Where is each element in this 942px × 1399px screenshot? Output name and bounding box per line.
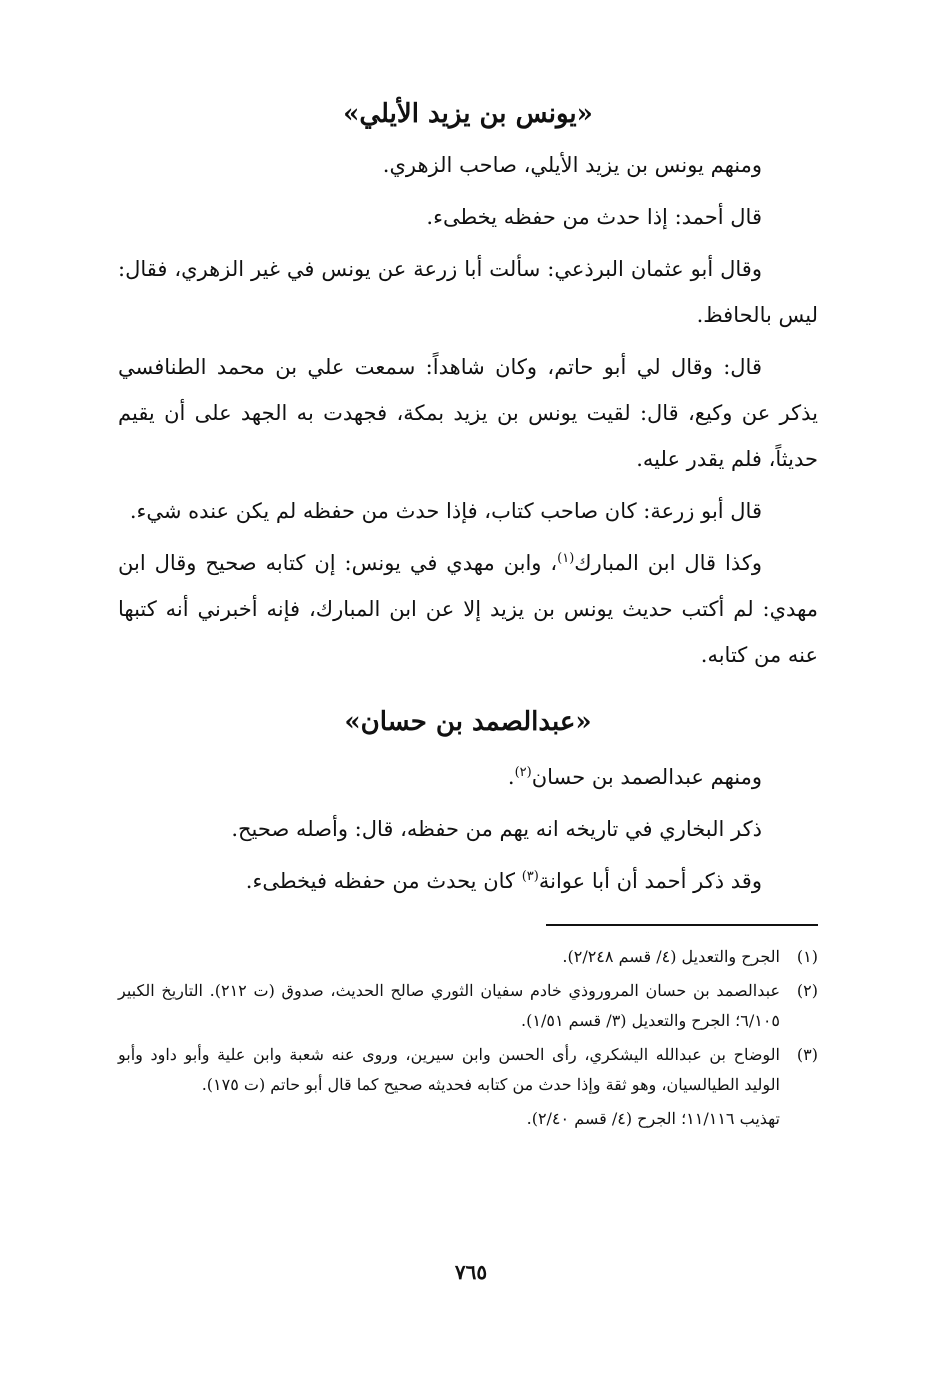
book-page <box>118 92 818 1134</box>
paragraph: قال: وقال لي أبو حاتم، وكان شاهداً: سمعت علي بن محمد الطنافسي يذكر عن وكيع، قال: لقيت يونس بن يزيد بمكة، فجهدت به الجهد على أن يقيم حديثاً، فلم يقدر عليه. <box>118 355 818 471</box>
paragraph-text: . <box>507 765 515 789</box>
paragraph-text: ومنهم عبدالصمد بن حسان <box>531 765 762 789</box>
paragraph <box>118 858 818 904</box>
paragraph-text: وكذا قال ابن المبارك <box>574 551 762 575</box>
footnote-text: عبدالصمد بن حسان المروروذي خادم سفيان الثوري صالح الحديث، صدوق (ت ٢١٢). التاريخ الكبير ٦/١٠٥؛ الجرح والتعديل (٣/ قسم ١/٥١). <box>118 981 781 1030</box>
footnote-number: (٣) <box>796 1045 818 1064</box>
footnote-text: الجرح والتعديل (٤/ قسم ٢/٢٤٨). <box>562 947 780 966</box>
page-number: ٧٦٥ <box>454 1260 488 1284</box>
footnotes <box>118 942 818 1134</box>
paragraph: قال أحمد: إذا حدث من حفظه يخطىء. <box>426 205 762 229</box>
section-title-abdussamad: «عبدالصمد بن حسان» <box>344 707 592 737</box>
paragraph: ومنهم يونس بن يزيد الأيلي، صاحب الزهري. <box>382 153 762 177</box>
footnote-number: (١) <box>796 947 818 966</box>
footnote-ref: (١) <box>557 551 575 566</box>
paragraph-text: وقد ذكر أحمد أن أبا عوانة <box>538 869 762 893</box>
paragraph: وقال أبو عثمان البرذعي: سألت أبا زرعة عن يونس في غير الزهري، فقال: ليس بالحافظ. <box>118 257 818 327</box>
footnote-ref: (٢) <box>514 765 532 780</box>
footnote <box>118 976 818 1036</box>
paragraph-text: كان يحدث من حفظه فيخطىء. <box>245 869 522 893</box>
paragraph-text: ، وابن مهدي في يونس: إن كتابه صحيح وقال ابن مهدي: لم أكتب حديث يونس بن يزيد إلا عن ابن المبارك، فإنه أخبرني أنه كتبها عنه من كتابه. <box>118 551 818 667</box>
footnote-continuation: تهذيب ١١/١١٦؛ الجرح (٤/ قسم ٢/٤٠). <box>526 1109 780 1128</box>
footnote <box>118 942 818 972</box>
footnote-rule <box>546 924 818 926</box>
section-title-yunus: «يونس بن يزيد الأيلي» <box>343 99 593 129</box>
paragraph: ذكر البخاري في تاريخه انه يهم من حفظه، قال: وأصله صحيح. <box>231 817 762 841</box>
footnote-ref: (٣) <box>521 869 539 884</box>
footnote-number: (٢) <box>796 981 818 1000</box>
footnote <box>118 1040 818 1100</box>
paragraph: قال أبو زرعة: كان صاحب كتاب، فإذا حدث من حفظه لم يكن عنده شيء. <box>129 499 762 523</box>
paragraph <box>118 754 818 800</box>
paragraph <box>118 540 818 678</box>
footnote-text: الوضاح بن عبدالله اليشكري، رأى الحسن وابن سيرين، وروى عنه شعبة وابن علية وأبو داود وأبو الوليد الطيالسيان، وهو ثقة وإذا حدث من كتابه فحديثه صحيح كما قال أبو حاتم (ت ١٧٥). <box>118 1045 780 1094</box>
footnote-separator <box>118 910 818 940</box>
